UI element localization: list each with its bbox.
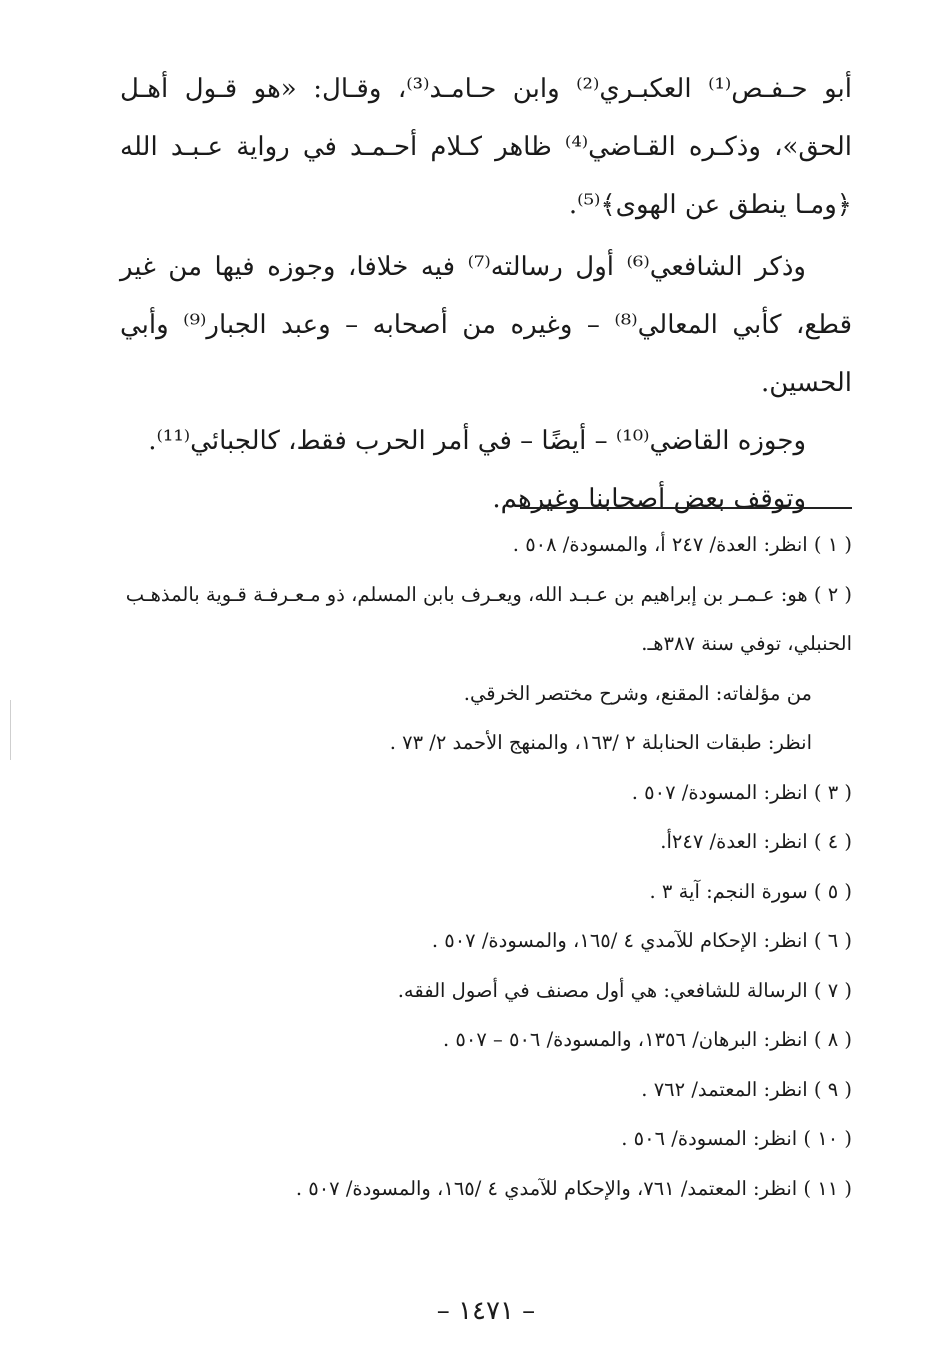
footnote-10: ( ١٠ ) انظر: المسودة/ ٥٠٦ . bbox=[621, 1127, 852, 1150]
footnote-6: ( ٦ ) انظر: الإحكام للآمدي ٤ /١٦٥، والمسودة/ ٥٠٧ . bbox=[431, 929, 852, 952]
footnote-1: ( ١ ) انظر: العدة/ ٢٤٧ أ، والمسودة/ ٥٠٨ . bbox=[512, 533, 852, 556]
main-paragraph-1: أبو حـفـص⁽¹⁾ العكبـري⁽²⁾ وابن حـامـد⁽³⁾، وقـال: «هو قـول أهـل الحق»، وذكـره القـاضي⁽⁴⁾ ظاهر كـلام أحـمـد في رواية عـبـد الله ﴿ومـا ينطق عن الهوى﴾⁽⁵⁾. bbox=[120, 74, 853, 220]
footnote-8: ( ٨ ) انظر: البرهان/ ١٣٥٦، والمسودة/ ٥٠٦ – ٥٠٧ . bbox=[443, 1028, 852, 1051]
main-text bbox=[120, 60, 852, 528]
main-paragraph-2: وذكر الشافعي⁽⁶⁾ أول رسالته⁽⁷⁾ فيه خلافا، وجوزه فيها من غير قطع، كأبي المعالي⁽⁸⁾ – وغيره من أصحابه – وعبد الجبار⁽⁹⁾ وأبي الحسين. bbox=[120, 252, 853, 398]
footnote-11: ( ١١ ) انظر: المعتمد/ ٧٦١، والإحكام للآمدي ٤ /١٦٥، والمسودة/ ٥٠٧ . bbox=[295, 1176, 852, 1200]
scan-edge-mark bbox=[10, 700, 11, 760]
footnote-9: ( ٩ ) انظر: المعتمد/ ٧٦٢ . bbox=[641, 1077, 852, 1101]
footnote-separator bbox=[520, 507, 852, 509]
page-number: – ١٤٧١ – bbox=[436, 1296, 536, 1326]
footnote-2-sources: انظر: طبقات الحنابلة ٢ /١٦٣، والمنهج الأحمد ٢/ ٧٣ . bbox=[389, 731, 812, 754]
footnote-5: ( ٥ ) سورة النجم: آية ٣ . bbox=[649, 879, 852, 903]
footnote-7: ( ٧ ) الرسالة للشافعي: هي أول مصنف في أصول الفقه. bbox=[397, 978, 852, 1002]
main-paragraph-4: وتوقف بعض أصحابنا وغيرهم. bbox=[492, 484, 806, 514]
book-page bbox=[120, 60, 853, 1326]
footnote-2: ( ٢ ) هو: عـمـر بن إبراهيم بن عـبـد الله، ويعـرف بابن المسلم، ذو مـعـرفـة قـوية بالمذهـب الحنبلي، توفي سنة ٣٨٧هـ. bbox=[125, 582, 852, 655]
footnote-4: ( ٤ ) انظر: العدة/ ٢٤٧أ. bbox=[660, 830, 852, 853]
main-paragraph-3: وجوزه القاضي⁽¹⁰⁾ – أيضًا – في أمر الحرب فقط، كالجبائي⁽¹¹⁾. bbox=[148, 426, 806, 456]
footnote-2-works: من مؤلفاته: المقنع، وشرح مختصر الخرقي. bbox=[463, 681, 812, 705]
footnote-3: ( ٣ ) انظر: المسودة/ ٥٠٧ . bbox=[631, 780, 852, 804]
footnotes bbox=[120, 520, 852, 1213]
